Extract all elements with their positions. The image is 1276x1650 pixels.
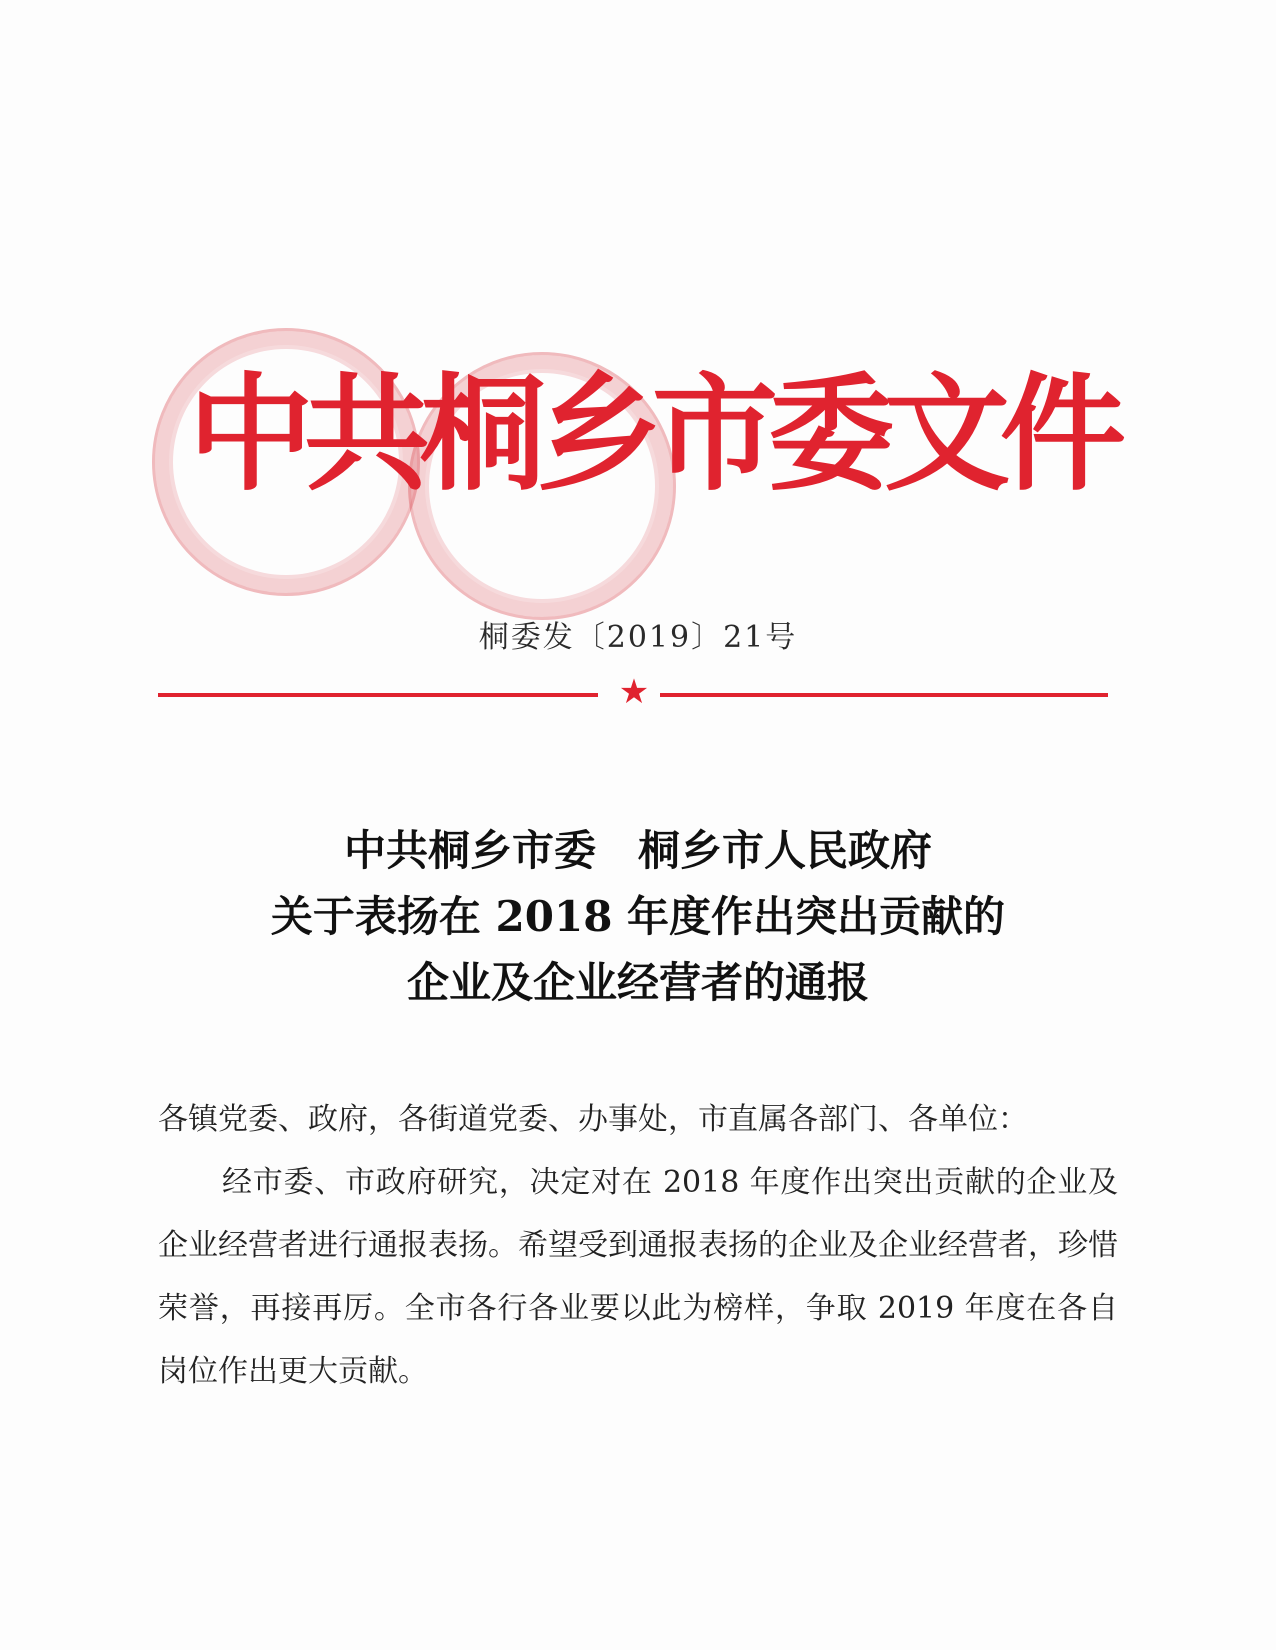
- notice-salutation: 各镇党委、政府，各街道党委、办事处，市直属各部门、各单位：: [158, 1102, 1028, 1137]
- document-masthead: 中共桐乡市委文件: [188, 361, 1116, 508]
- red-divider: [158, 672, 1108, 712]
- star-icon: ★: [618, 672, 650, 712]
- notice-title-line-1: 中共桐乡市委 桐乡市人民政府: [343, 826, 932, 875]
- notice-title-line-3: 企业及企业经营者的通报: [406, 958, 869, 1007]
- notice-body: [158, 1088, 1118, 1403]
- notice-title-line-2: 关于表扬在 2018 年度作出突出贡献的: [270, 892, 1006, 941]
- divider-line-right: [660, 693, 1108, 697]
- notice-title: [0, 818, 1276, 1016]
- document-number: 桐委发〔2019〕21号: [478, 620, 798, 655]
- notice-paragraph: 经市委、市政府研究，决定对在 2018 年度作出突出贡献的企业及企业经营者进行通报表扬。希望受到通报表扬的企业及企业经营者，珍惜荣誉，再接再厉。全市各行各业要以此为榜样，争取 2019 年度在各自岗位作出更大贡献。: [158, 1165, 1118, 1389]
- divider-line-left: [158, 693, 598, 697]
